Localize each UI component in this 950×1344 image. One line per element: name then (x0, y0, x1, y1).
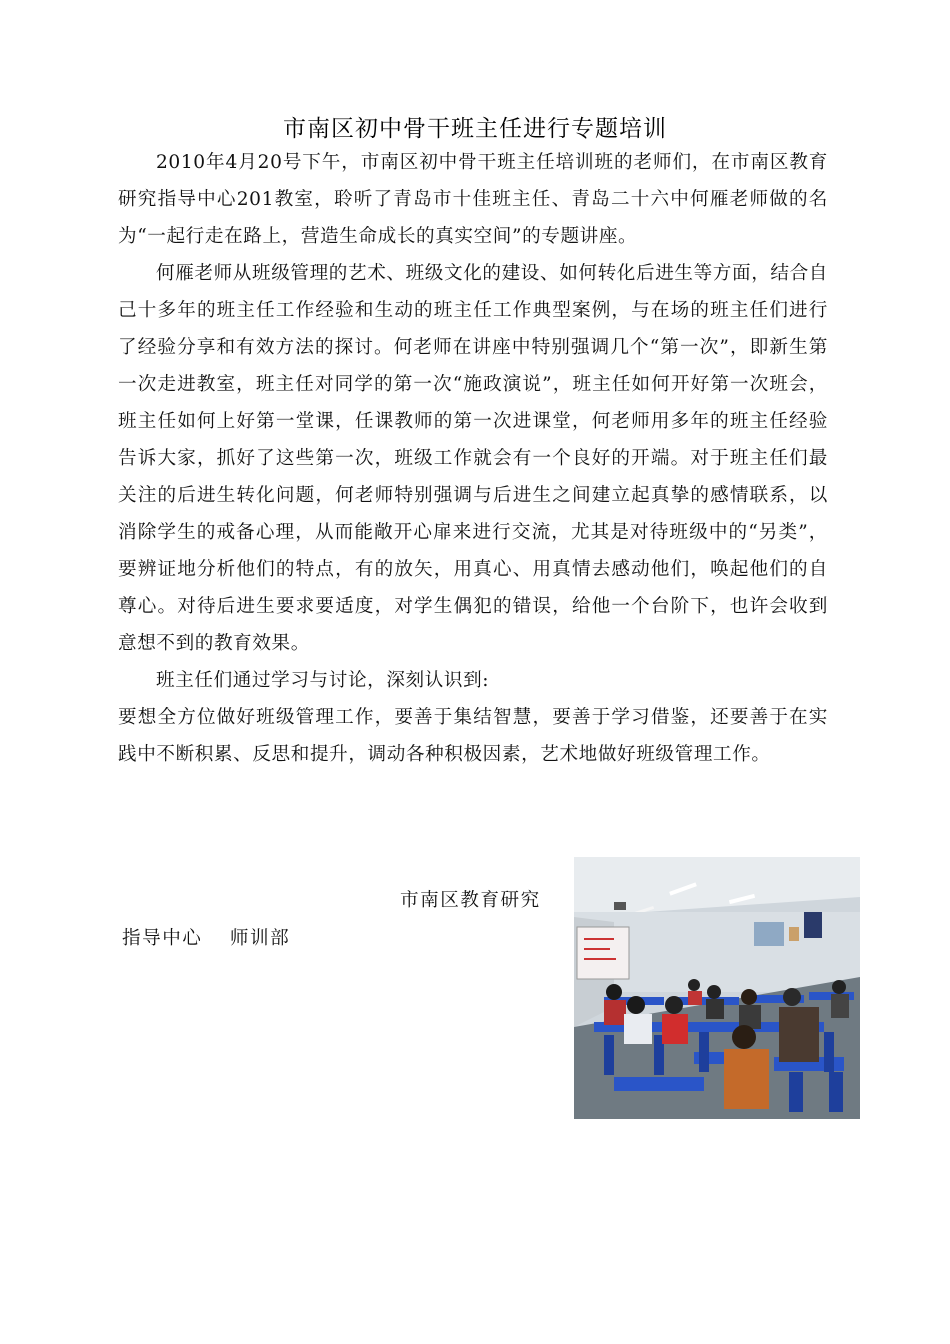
paragraph-4: 要想全方位做好班级管理工作，要善于集结智慧，要善于学习借鉴，还要善于在实践中不断积累、反思和提升，调动各种积极因素，艺术地做好班级管理工作。 (118, 707, 828, 765)
document-body (118, 144, 828, 773)
document-title: 市南区初中骨干班主任进行专题培训 (283, 116, 667, 142)
classroom-scene-image (574, 857, 860, 1119)
signature-organization: 市南区教育研究 (400, 890, 541, 911)
signature-department: 指导中心 师训部 (122, 928, 291, 949)
classroom-photo (574, 857, 860, 1119)
paragraph-3: 班主任们通过学习与讨论，深刻认识到: (156, 670, 490, 691)
paragraph-2: 何雁老师从班级管理的艺术、班级文化的建设、如何转化后进生等方面，结合自己十多年的班主任工作经验和生动的班主任工作典型案例，与在场的班主任们进行了经验分享和有效方法的探讨。何老师在讲座中特别强调几个“第一次”，即新生第一次走进教室，班主任对同学的第一次“施政演说”，班主任如何开好第一次班会，班主任如何上好第一堂课，任课教师的第一次进课堂，何老师用多年的班主任经验告诉大家，抓好了这些第一次，班级工作就会有一个良好的开端。对于班主任们最关注的后进生转化问题，何老师特别强调与后进生之间建立起真挚的感情联系，以消除学生的戒备心理，从而能敞开心扉来进行交流，尤其是对待班级中的“另类”，要辨证地分析他们的特点，有的放矢，用真心、用真情去感动他们，唤起他们的自尊心。对待后进生要求要适度，对学生偶犯的错误，给他一个台阶下，也许会收到意想不到的教育效果。 (118, 263, 828, 654)
paragraph-1: 2010年4月20号下午，市南区初中骨干班主任培训班的老师们，在市南区教育研究指导中心201教室，聆听了青岛市十佳班主任、青岛二十六中何雁老师做的名为“一起行走在路上，营造生命成长的真实空间”的专题讲座。 (118, 152, 828, 247)
